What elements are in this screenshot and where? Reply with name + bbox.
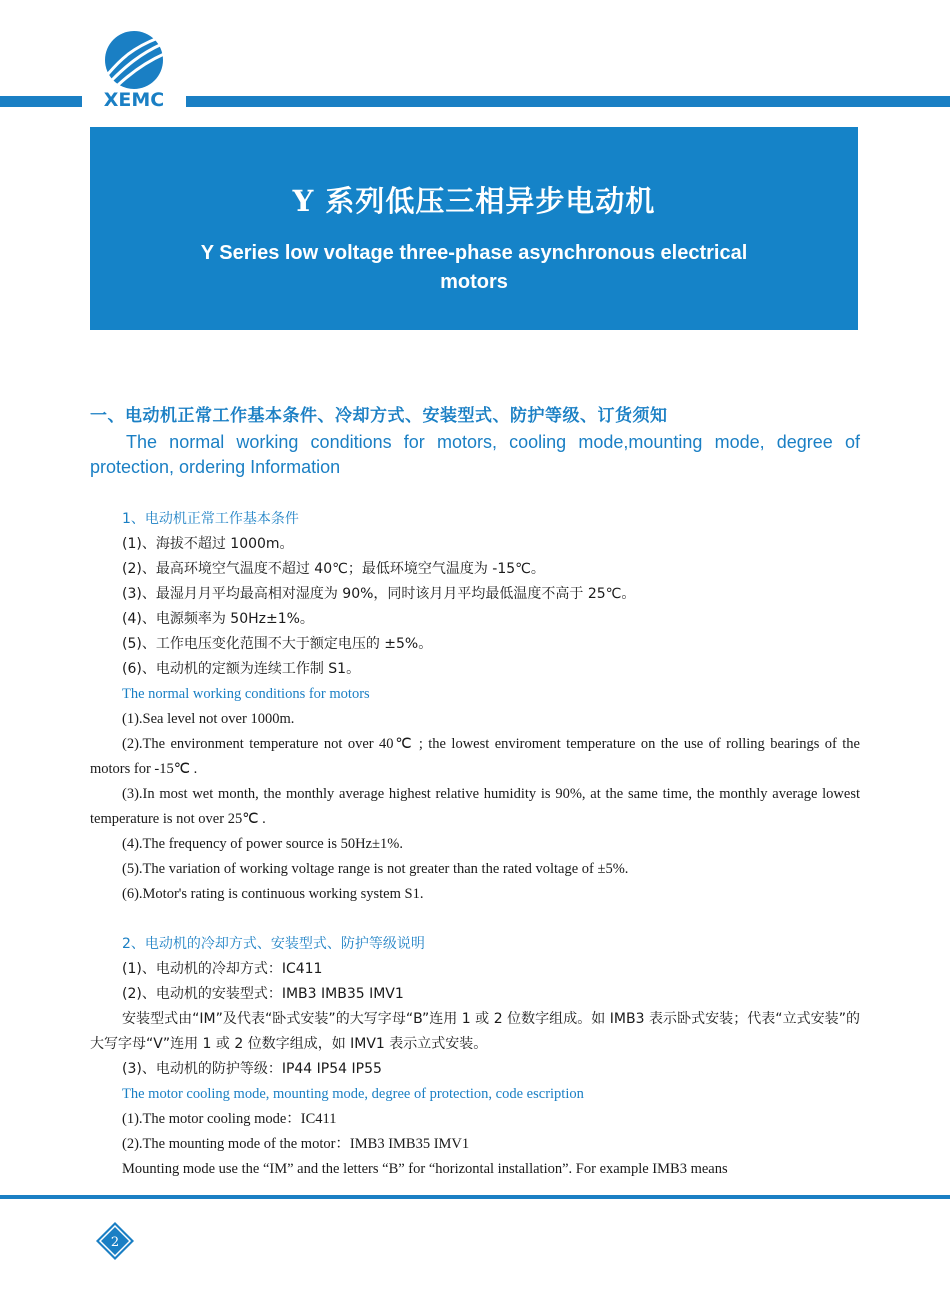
diamond-icon	[95, 1221, 135, 1261]
condition-item-en: (3).In most wet month, the monthly average highest relative humidity is 90%, at the same time, the monthly average lowest temperature is not over 25℃ .	[90, 786, 860, 827]
condition-item-cn: (3)、最湿月月平均最高相对湿度为 90%，同时该月月平均最低温度不高于 25℃。	[122, 586, 636, 602]
logo-text: XEMC	[103, 89, 165, 111]
condition-item-en: (5).The variation of working voltage range is not greater than the rated voltage of ±5%.	[122, 861, 629, 877]
mounting-description-cn: 安装型式由“IM”及代表“卧式安装”的大写字母“B”连用 1 或 2 位数字组成。如 IMB3 表示卧式安装；代表“立式安装”的大写字母“V”连用 1 或 2 位数字组成，如 IMV1 表示立式安装。	[90, 1011, 860, 1052]
footer-bar	[0, 1195, 950, 1199]
condition-item-en: (1).Sea level not over 1000m.	[122, 711, 295, 727]
banner-title-en: Y Series low voltage three-phase asynchronous electrical motors	[200, 242, 748, 293]
mounting-description-en: Mounting mode use the “IM” and the letters “B” for “horizontal installation”. For example IMB3 means	[122, 1161, 728, 1177]
subsection-title-en: The normal working conditions for motors	[122, 686, 370, 702]
condition-item-cn: (6)、电动机的定额为连续工作制 S1。	[122, 661, 361, 677]
header-bar-left	[0, 96, 82, 107]
mounting-item-cn: (2)、电动机的安装型式：IMB3 IMB35 IMV1	[122, 986, 404, 1002]
condition-item-cn: (1)、海拔不超过 1000m。	[122, 536, 294, 552]
subsection-title-en: The motor cooling mode, mounting mode, degree of protection, code escription	[122, 1086, 584, 1102]
subsection-title-cn: 2、电动机的冷却方式、安装型式、防护等级说明	[122, 936, 425, 952]
condition-item-en: (6).Motor's rating is continuous working system S1.	[122, 886, 424, 902]
spacer	[90, 907, 860, 932]
banner-title-cn: Y 系列低压三相异步电动机	[292, 184, 656, 218]
condition-item-en: (2).The environment temperature not over 40℃ ; the lowest enviroment temperature on the use of rolling bearings of the motors for -15℃ .	[90, 736, 860, 777]
condition-item-en: (4).The frequency of power source is 50Hz±1%.	[122, 836, 403, 852]
cooling-item-cn: (1)、电动机的冷却方式：IC411	[122, 961, 323, 977]
logo-globe-icon	[86, 30, 182, 92]
header-bar-right	[186, 96, 950, 107]
cooling-item-en: (1).The motor cooling mode：IC411	[122, 1111, 337, 1127]
document-body	[90, 402, 860, 1182]
section-heading-en: The normal working conditions for motors, cooling mode,mounting mode, degree of protection, ordering Information	[90, 432, 860, 477]
condition-item-cn: (2)、最高环境空气温度不超过 40℃；最低环境空气温度为 -15℃。	[122, 561, 545, 577]
section-heading-cn: 一、电动机正常工作基本条件、冷却方式、安装型式、防护等级、订货须知	[90, 406, 668, 426]
condition-item-cn: (5)、工作电压变化范围不大于额定电压的 ±5%。	[122, 636, 433, 652]
xemc-logo	[86, 30, 182, 110]
page-number-badge	[95, 1221, 135, 1261]
title-banner	[90, 127, 858, 330]
page-number: 2	[110, 1235, 120, 1250]
mounting-item-en: (2).The mounting mode of the motor：IMB3 IMB35 IMV1	[122, 1136, 470, 1152]
condition-item-cn: (4)、电源频率为 50Hz±1%。	[122, 611, 314, 627]
protection-item-cn: (3)、电动机的防护等级：IP44 IP54 IP55	[122, 1061, 382, 1077]
subsection-title-cn: 1、电动机正常工作基本条件	[122, 511, 299, 527]
